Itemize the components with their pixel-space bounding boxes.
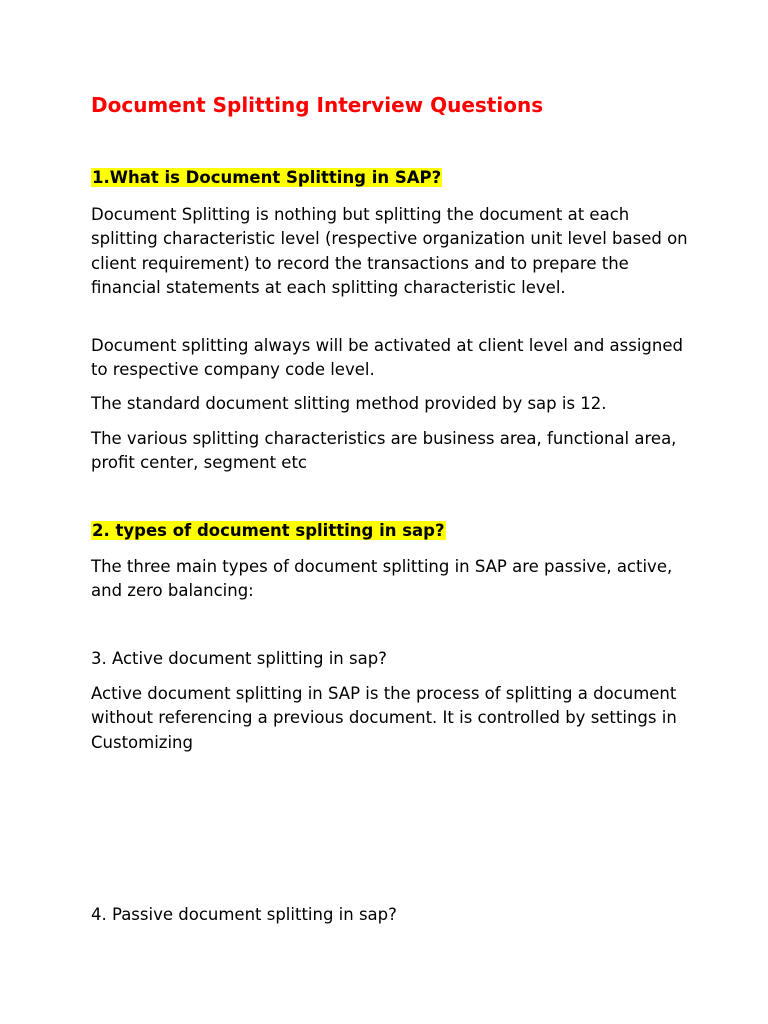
question-2-heading (91, 520, 446, 542)
question-1-paragraph-4: The various splitting characteristics are business area, functional area, profit center, segment etc (91, 429, 677, 473)
question-1-paragraph-2: Document splitting always will be activated at client level and assigned to respective company code level. (91, 336, 683, 380)
question-3-heading: 3. Active document splitting in sap? (91, 649, 387, 668)
question-4-heading: 4. Passive document splitting in sap? (91, 905, 397, 924)
question-2-heading-text: 2. types of document splitting in sap? (92, 521, 445, 540)
question-1-heading-text: 1.What is Document Splitting in SAP? (92, 168, 442, 187)
document-title: Document Splitting Interview Questions (91, 93, 544, 117)
question-1-paragraph-1: Document Splitting is nothing but splitting the document at each splitting characteristic level (respective organization unit level based on client requirement) to record the transactions and to prepare the financial statements at each splitting characteristic level. (91, 205, 688, 298)
question-3-paragraph-1: Active document splitting in SAP is the process of splitting a document without referencing a previous document. It is controlled by settings in Customizing (91, 684, 677, 752)
question-1-heading (91, 167, 442, 189)
question-2-paragraph-1: The three main types of document splitting in SAP are passive, active, and zero balancing: (91, 557, 673, 601)
question-1-paragraph-3: The standard document slitting method provided by sap is 12. (91, 394, 607, 413)
